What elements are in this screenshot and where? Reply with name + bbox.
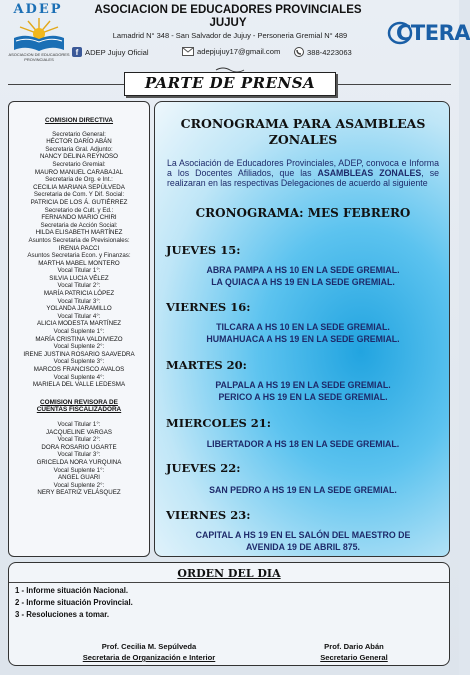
schedule-line: TILCARA A HS 10 EN LA SEDE GREMIAL. bbox=[216, 322, 390, 332]
schedule-heading: CRONOGRAMA: MES FEBRERO bbox=[195, 206, 411, 220]
email-text: adepjujuy17@gmail.com bbox=[197, 47, 281, 56]
schedule-line: LIBERTADOR A HS 18 EN LA SEDE GREMIAL. bbox=[206, 439, 400, 449]
signature-name: Prof. Dario Abán bbox=[324, 642, 384, 651]
signature-right bbox=[289, 641, 419, 663]
directive-list bbox=[9, 131, 149, 389]
signature-title: Secretaria de Organización e Interior bbox=[82, 653, 216, 662]
member-name: MARIELA DEL VALLE LEDESMA bbox=[32, 381, 126, 389]
schedule-line: LA QUIACA A HS 19 EN LA SEDE GREMIAL. bbox=[211, 277, 395, 287]
member-role: Vocal Suplente 1°: bbox=[53, 466, 105, 474]
ctera-logo bbox=[388, 18, 470, 48]
schedule-intro bbox=[167, 158, 439, 189]
schedule-line: PERICO A HS 19 EN LA SEDE GREMIAL. bbox=[218, 392, 388, 402]
member-role: Vocal Suplente 4°: bbox=[53, 373, 105, 381]
day-label: VIERNES 23: bbox=[166, 508, 251, 522]
org-name: ASOCIACION DE EDUCADORES PROVINCIALES bbox=[94, 4, 362, 16]
member-name: NANCY DELINA REYNOSO bbox=[40, 153, 118, 161]
member-role: Vocal Titular 1°: bbox=[57, 420, 101, 428]
member-role: Vocal Titular 4°: bbox=[57, 312, 101, 320]
member-role: Secretaria de Acción Social: bbox=[40, 221, 118, 229]
facebook-icon: f bbox=[72, 47, 82, 57]
agenda-title: ORDEN DEL DIA bbox=[177, 567, 281, 580]
revisora-title-line1: COMISION REVISORA DE bbox=[40, 398, 118, 406]
member-role: Vocal Suplente 2°: bbox=[53, 343, 105, 351]
member-name: GRICELDA NORA YURQUINA bbox=[36, 458, 122, 466]
agenda-item: 3 - Resoluciones a tomar. bbox=[15, 610, 110, 619]
contact-bar bbox=[72, 47, 382, 59]
schedule-line: SAN PEDRO A HS 19 EN LA SEDE GREMIAL. bbox=[209, 485, 397, 495]
member-role: Vocal Suplente 2°: bbox=[53, 481, 105, 489]
member-name: PATRICIA DE LOS Á. GUTIÉRREZ bbox=[30, 198, 128, 206]
member-name: YOLANDA JARAMILLO bbox=[46, 305, 112, 313]
phone-icon bbox=[294, 47, 304, 57]
member-name: ALICIA MODESTA MARTÍNEZ bbox=[36, 320, 121, 328]
member-name: ANGEL GUARI bbox=[57, 474, 101, 482]
day-label: JUEVES 22: bbox=[166, 461, 241, 475]
schedule-title-line1: CRONOGRAMA PARA ASAMBLEAS bbox=[180, 116, 426, 131]
signature-left bbox=[69, 641, 229, 663]
adep-logo-letters: ADEP bbox=[13, 2, 63, 17]
member-name: CECILIA MARIANA SEPÚLVEDA bbox=[33, 183, 125, 191]
intro-bold: ASAMBLEAS ZONALES bbox=[317, 168, 422, 179]
member-role: Secretaria Gral. Adjunto: bbox=[45, 145, 113, 153]
member-name: DORA ROSARIO UGARTE bbox=[41, 443, 117, 451]
member-role: Vocal Suplente 3°: bbox=[53, 358, 105, 366]
org-province: JUJUY bbox=[209, 17, 247, 29]
revisora-title-line2: CUENTAS FISCALIZADORA bbox=[36, 406, 122, 414]
member-name: HILDA ELISABETH MARTÍNEZ bbox=[35, 229, 123, 237]
member-name: NERY BEATRIZ VELÁSQUEZ bbox=[37, 489, 121, 497]
member-name: HÉCTOR DARÍO ABÁN bbox=[46, 138, 112, 146]
adep-logo bbox=[6, 2, 68, 64]
day-label: VIERNES 16: bbox=[166, 300, 251, 314]
member-role: Secretaria de Org. e Int.: bbox=[45, 176, 113, 184]
phone-text: 388-4223063 bbox=[307, 47, 352, 57]
schedule-line: AVENIDA 19 DE ABRIL 875. bbox=[246, 542, 360, 552]
member-name: IRENIA PACCI bbox=[58, 244, 100, 252]
member-name: IRENE JUSTINA ROSARIO SAAVEDRA bbox=[23, 350, 135, 358]
member-role: Vocal Titular 3°: bbox=[57, 297, 101, 305]
agenda-box bbox=[8, 562, 450, 666]
revisora-list bbox=[9, 421, 149, 497]
revisora-title bbox=[9, 399, 149, 414]
committee-panel bbox=[8, 101, 150, 557]
member-role: Vocal Titular 3°: bbox=[57, 451, 101, 459]
member-role: Vocal Titular 2°: bbox=[57, 282, 101, 290]
day-label: JUEVES 15: bbox=[166, 243, 241, 257]
mail-icon bbox=[182, 47, 194, 56]
schedule-line: ABRA PAMPA A HS 10 EN LA SEDE GREMIAL. bbox=[206, 265, 400, 275]
org-address: Lamadrid N° 348 - San Salvador de Jujuy - Personeria Gremial N° 489 bbox=[112, 31, 348, 40]
ctera-logo-text: CTERA bbox=[396, 21, 470, 45]
member-role: Vocal Suplente 1°: bbox=[53, 328, 105, 336]
agenda-item: 2 - Informe situación Provincial. bbox=[15, 598, 133, 607]
member-name: FERNANDO MARIO CHIRI bbox=[41, 214, 117, 222]
schedule-line: CAPITAL A HS 19 EN EL SALÓN DEL MAESTRO DE bbox=[195, 530, 411, 540]
schedule-title bbox=[161, 116, 445, 148]
intro-text-2: , se realizaran en las respectivas Delegaciones de acuerdo al siguiente bbox=[167, 168, 439, 189]
member-role: Secretario Gremial: bbox=[52, 160, 106, 168]
member-role: Secretario General: bbox=[52, 130, 106, 138]
member-role: Asuntos Secretaria Econ. y Finanzas: bbox=[27, 252, 131, 260]
facebook-contact[interactable] bbox=[72, 47, 149, 57]
member-name: SILVIA LUCIA VÉLEZ bbox=[49, 274, 109, 282]
agenda-divider bbox=[9, 582, 449, 583]
schedule-panel bbox=[154, 101, 450, 557]
schedule-line: HUMAHUACA A HS 19 EN LA SEDE GREMIAL. bbox=[206, 334, 400, 344]
member-role: Secretario de Cult. y Ed.: bbox=[44, 206, 114, 214]
header-title bbox=[76, 4, 380, 30]
intro-text-1: La Asociación de Educadores Provinciales, ADEP, convoca e Informa a los Docentes Afiliados, que las bbox=[167, 158, 439, 179]
day-label: MIERCOLES 21: bbox=[166, 416, 272, 430]
member-role: Secretaria de Com. Y Dif. Social: bbox=[33, 191, 125, 199]
adep-logo-subtext: ASOCIACION DE EDUCADORES PROVINCIALES bbox=[8, 52, 70, 62]
agenda-item: 1 - Informe situación Nacional. bbox=[15, 586, 129, 595]
press-banner: PARTE DE PRENSA bbox=[124, 72, 336, 96]
member-name: MARÍA CRISTINA VALDIVIEZO bbox=[35, 335, 123, 343]
signature-title: Secretario General bbox=[320, 653, 388, 662]
member-role: Vocal Titular 2°: bbox=[57, 436, 101, 444]
member-name: JACQUELINE VARGAS bbox=[46, 428, 112, 436]
member-name: MAURO MANUEL CARABAJAL bbox=[34, 168, 124, 176]
facebook-text: ADEP Jujuy Oficial bbox=[85, 47, 149, 57]
directive-title: COMISION DIRECTIVA bbox=[44, 117, 114, 124]
member-name: MARÍA PATRICIA LÓPEZ bbox=[43, 290, 115, 298]
schedule-line: PALPALA A HS 19 EN LA SEDE GREMIAL. bbox=[215, 380, 391, 390]
member-role: Vocal Titular 1°: bbox=[57, 267, 101, 275]
schedule-title-line2: ZONALES bbox=[268, 132, 338, 147]
member-role: Asuntos Secretaria de Previsionales: bbox=[28, 236, 130, 244]
email-contact[interactable] bbox=[182, 47, 280, 56]
member-name: MARTHA MABEL MONTERO bbox=[38, 259, 120, 267]
phone-contact[interactable] bbox=[294, 47, 352, 57]
day-label: MARTES 20: bbox=[166, 358, 247, 372]
member-name: MARCOS FRANCISCO AVALOS bbox=[33, 366, 125, 373]
signature-name: Prof. Cecilia M. Sepúlveda bbox=[101, 642, 197, 651]
